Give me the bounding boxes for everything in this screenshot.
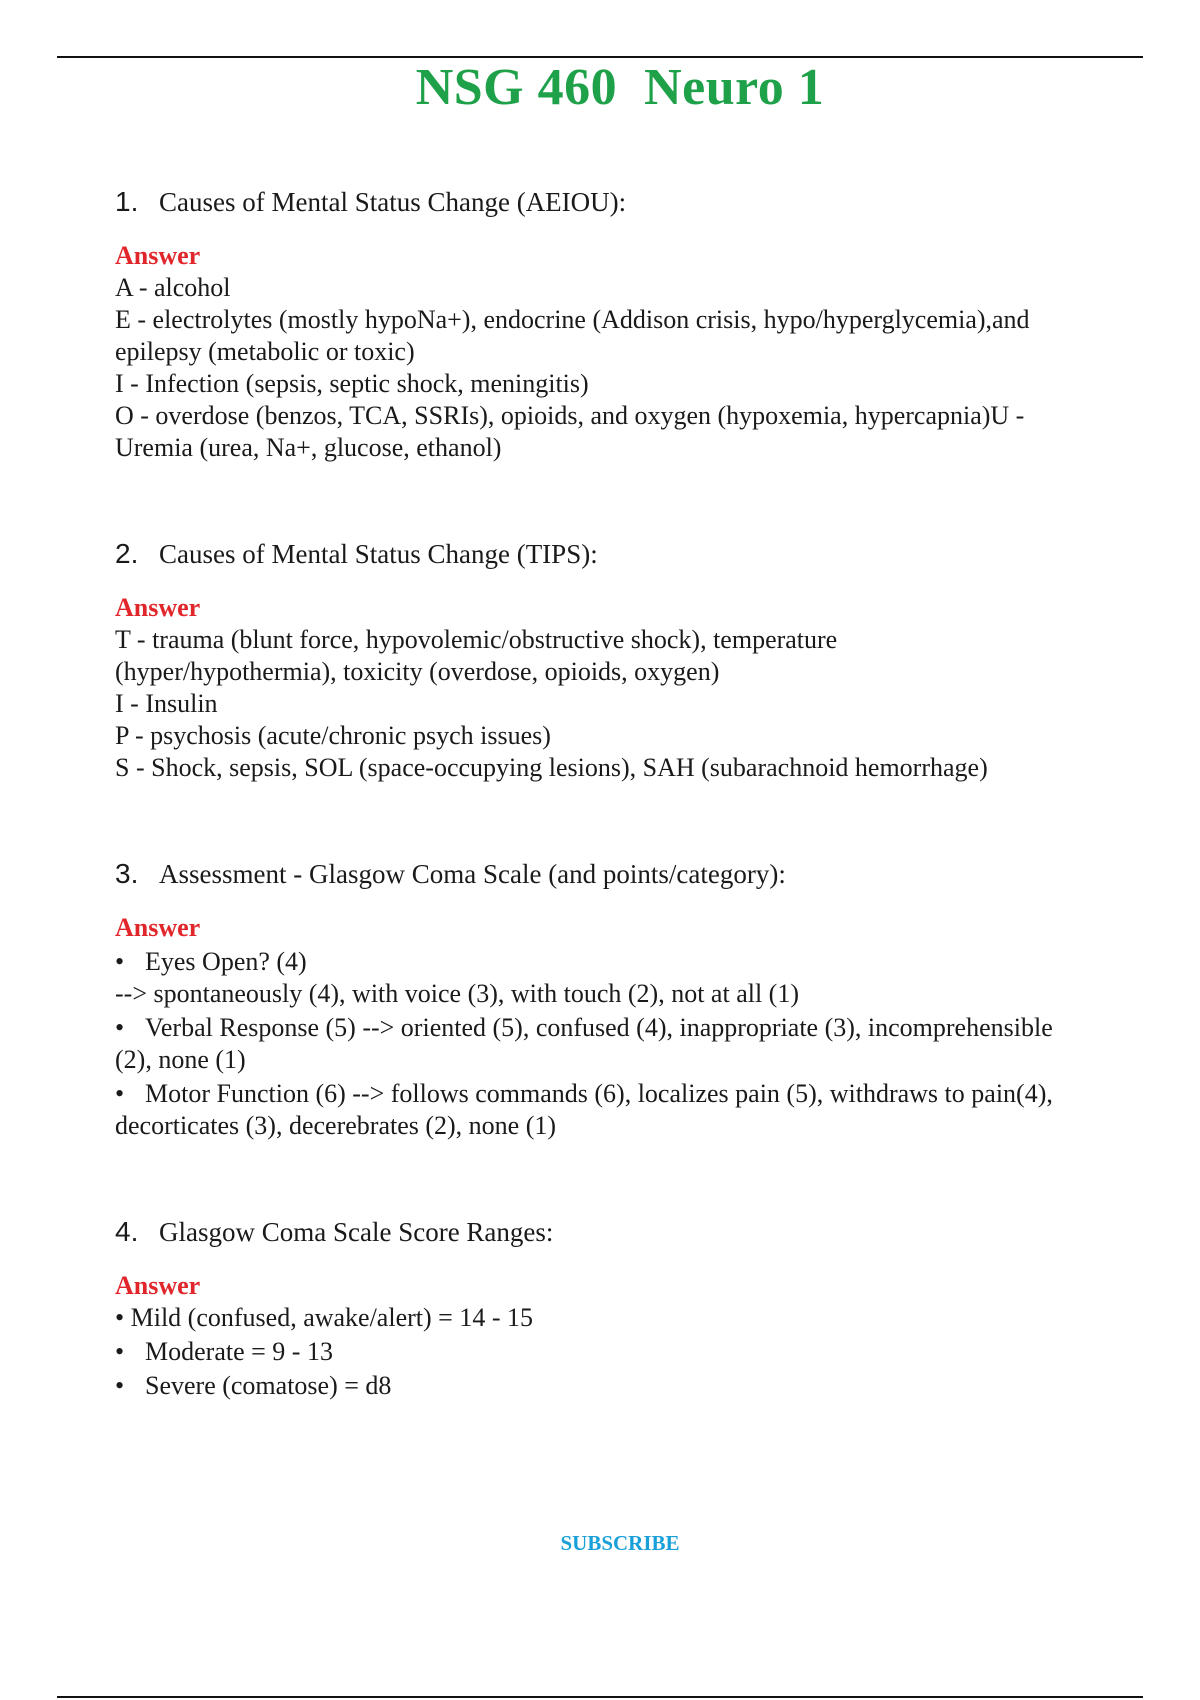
answer-line: epilepsy (metabolic or toxic) (115, 337, 415, 366)
answer-line: O - overdose (benzos, TCA, SSRIs), opioids, and oxygen (hypoxemia, hypercapnia)U - (115, 401, 1025, 430)
answer-label: Answer (115, 241, 201, 270)
bullet-icon: • (115, 1371, 125, 1400)
question-heading (115, 178, 1135, 226)
bullet-icon: • (115, 1079, 125, 1108)
question-4 (115, 1208, 1135, 1402)
answer-line: P - psychosis (acute/chronic psych issues) (115, 721, 551, 750)
answer-bullet-item (115, 946, 1135, 978)
answer-line: (hyper/hypothermia), toxicity (overdose, opioids, oxygen) (115, 657, 720, 686)
question-number: 2. (115, 538, 139, 569)
bullet-text: --> spontaneously (4), with voice (3), with touch (2), not at all (1) (115, 979, 799, 1008)
question-2 (115, 530, 1135, 784)
question-prompt: Causes of Mental Status Change (TIPS): (159, 539, 598, 569)
bullet-text: (2), none (1) (115, 1045, 246, 1074)
answer-line: Uremia (urea, Na+, glucose, ethanol) (115, 433, 502, 462)
answer-line: T - trauma (blunt force, hypovolemic/obstructive shock), temperature (115, 625, 838, 654)
answer-bullet-item (115, 1336, 1135, 1368)
question-heading (115, 530, 1135, 578)
question-prompt: Causes of Mental Status Change (AEIOU): (159, 187, 627, 217)
answer-line: A - alcohol (115, 273, 231, 302)
bullet-icon: • (115, 1337, 125, 1366)
question-number: 4. (115, 1216, 139, 1247)
answer-line: I - Infection (sepsis, septic shock, meningitis) (115, 369, 589, 398)
question-3 (115, 850, 1135, 1142)
bottom-rule (57, 1696, 1143, 1698)
answer-label: Answer (115, 593, 201, 622)
question-number: 1. (115, 186, 139, 217)
answer-label: Answer (115, 1271, 201, 1300)
answer-bullet-item (115, 1078, 1135, 1110)
question-heading (115, 850, 1135, 898)
answer-line (115, 978, 1135, 1010)
question-heading (115, 1208, 1135, 1256)
bullet-icon: • (115, 1303, 125, 1332)
answer-line (115, 1044, 1135, 1076)
answer-label: Answer (115, 913, 201, 942)
bullet-icon: • (115, 1013, 125, 1042)
answer-bullet-item (115, 1370, 1135, 1402)
answer-bullet-item (115, 1012, 1135, 1044)
question-number: 3. (115, 858, 139, 889)
bullet-text: Verbal Response (5) --> oriented (5), confused (4), inappropriate (3), incomprehensible (145, 1013, 1053, 1042)
answer-line: I - Insulin (115, 689, 218, 718)
document-body (115, 178, 1135, 1468)
answer-line (115, 1110, 1135, 1142)
subscribe-link[interactable]: SUBSCRIBE (560, 1531, 680, 1555)
page-title: NSG 460 Neuro 1 (415, 59, 825, 116)
bullet-text: Motor Function (6) --> follows commands (6), localizes pain (5), withdraws to pain(4), (145, 1079, 1053, 1108)
question-prompt: Assessment - Glasgow Coma Scale (and points/category): (159, 859, 786, 889)
bullet-text: Eyes Open? (4) (145, 947, 307, 976)
bullet-text: decorticates (3), decerebrates (2), none (1) (115, 1111, 557, 1140)
question-prompt: Glasgow Coma Scale Score Ranges: (159, 1217, 554, 1247)
bullet-icon: • (115, 947, 125, 976)
bullet-text: Moderate = 9 - 13 (145, 1337, 333, 1366)
answer-bullet-item (115, 1302, 1135, 1334)
answer-line: E - electrolytes (mostly hypoNa+), endocrine (Addison crisis, hypo/hyperglycemia),and (115, 305, 1030, 334)
question-1 (115, 178, 1135, 464)
answer-line: S - Shock, sepsis, SOL (space-occupying lesions), SAH (subarachnoid hemorrhage) (115, 753, 988, 782)
bullet-text: Mild (confused, awake/alert) = 14 - 15 (130, 1303, 533, 1332)
bullet-text: Severe (comatose) = d8 (145, 1371, 392, 1400)
